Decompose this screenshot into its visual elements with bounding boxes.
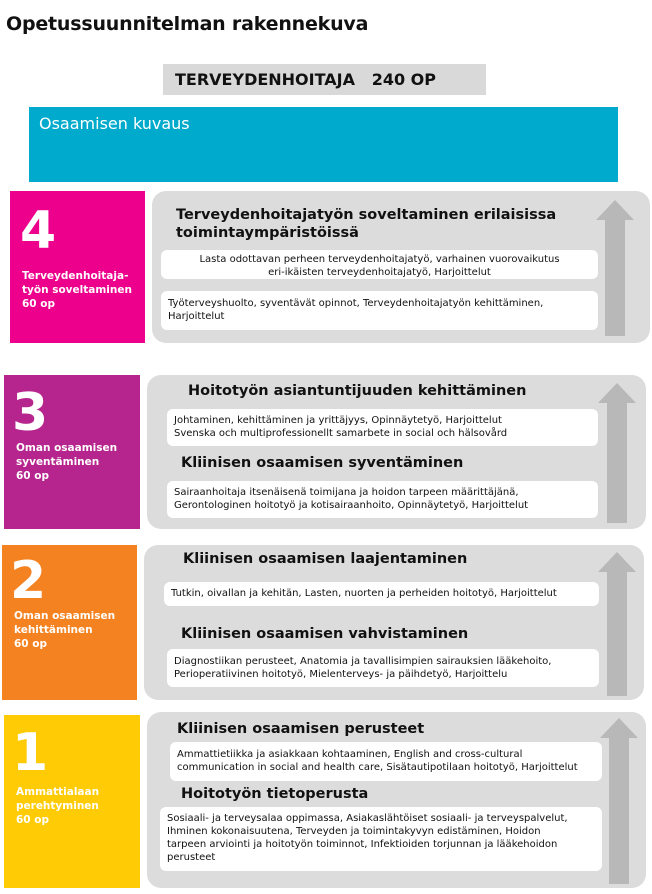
level-3-card-1: Johtaminen, kehittäminen ja yrittäjyys, Opinnäytetyö, Harjoittelut Svenska och multiprofessionellt samarbete in social och hälsovård bbox=[167, 409, 598, 446]
level-1-card-2: Sosiaali- ja terveysalaa oppimassa, Asiakaslähtöiset sosiaali- ja terveyspalvelut, Ihminen kokonaisuutena, Terveyden ja toimintakyvyn edistäminen, Hoidon tarpeen arviointi ja hoitotyön toiminnot, Infektioiden torjunnan ja lääkehoidon perusteet bbox=[160, 807, 602, 871]
level-2-heading-2: Kliinisen osaamisen vahvistaminen bbox=[181, 626, 469, 642]
level-3-arrow-icon bbox=[598, 383, 636, 523]
level-3-number: 3 bbox=[12, 383, 49, 443]
level-2-card-2: Diagnostiikan perusteet, Anatomia ja tavallisimpien sairauksien lääkehoito, Perioperatiivinen hoitotyö, Mielenterveys- ja päihdetyö, Harjoittelu bbox=[167, 649, 599, 687]
level-4-card-1: Lasta odottavan perheen terveydenhoitajatyö, varhainen vuorovaikutus eri-ikäisten terveydenhoitajatyö, Harjoittelut bbox=[161, 250, 598, 279]
level-1-label: Ammattialaan perehtyminen 60 op bbox=[16, 786, 100, 826]
banner-label: Osaamisen kuvaus bbox=[39, 114, 190, 133]
level-2-block bbox=[2, 545, 137, 700]
level-1-heading-1: Kliinisen osaamisen perusteet bbox=[177, 721, 425, 737]
level-2-label: Oman osaamisen kehittäminen 60 op bbox=[14, 610, 116, 650]
level-1-heading-2: Hoitotyön tietoperusta bbox=[181, 786, 369, 802]
level-1-block bbox=[4, 715, 140, 888]
level-1-number: 1 bbox=[12, 723, 49, 783]
level-4-heading: Terveydenhoitajatyön soveltaminen erilaisissa toimintaympäristöissä bbox=[176, 207, 557, 241]
level-4-arrow-icon bbox=[596, 200, 634, 336]
level-3-heading-2: Kliinisen osaamisen syventäminen bbox=[181, 455, 464, 471]
level-2-card-1: Tutkin, oivallan ja kehitän, Lasten, nuorten ja perheiden hoitotyö, Harjoittelut bbox=[164, 582, 599, 606]
program-title-box: TERVEYDENHOITAJA 240 OP bbox=[163, 64, 486, 95]
level-3-heading-1: Hoitotyön asiantuntijuuden kehittäminen bbox=[188, 383, 527, 399]
level-3-label: Oman osaamisen syventäminen 60 op bbox=[16, 442, 118, 482]
level-2-number: 2 bbox=[10, 551, 47, 611]
level-3-block bbox=[4, 375, 140, 529]
competence-description-banner bbox=[29, 107, 618, 182]
level-4-block bbox=[10, 191, 145, 343]
level-1-card-1: Ammattietiikka ja asiakkaan kohtaaminen, English and cross-cultural communication in social and health care, Sisätautipotilaan hoitotyö, Harjoittelut bbox=[170, 742, 602, 781]
level-4-card-2: Työterveyshuolto, syventävät opinnot, Terveydenhoitajatyön kehittäminen, Harjoittelut bbox=[161, 291, 598, 330]
level-4-label: Terveydenhoitaja- työn soveltaminen 60 op bbox=[22, 270, 132, 310]
level-2-heading-1: Kliinisen osaamisen laajentaminen bbox=[183, 551, 468, 567]
level-2-arrow-icon bbox=[598, 552, 636, 696]
page-title: Opetussuunnitelman rakennekuva bbox=[6, 13, 369, 35]
level-4-number: 4 bbox=[20, 201, 57, 261]
level-3-card-2: Sairaanhoitaja itsenäisenä toimijana ja hoidon tarpeen määrittäjänä, Gerontologinen hoitotyö ja kotisairaanhoito, Opinnäytetyö, Harjoittelut bbox=[167, 481, 598, 518]
level-1-arrow-icon bbox=[600, 718, 638, 884]
